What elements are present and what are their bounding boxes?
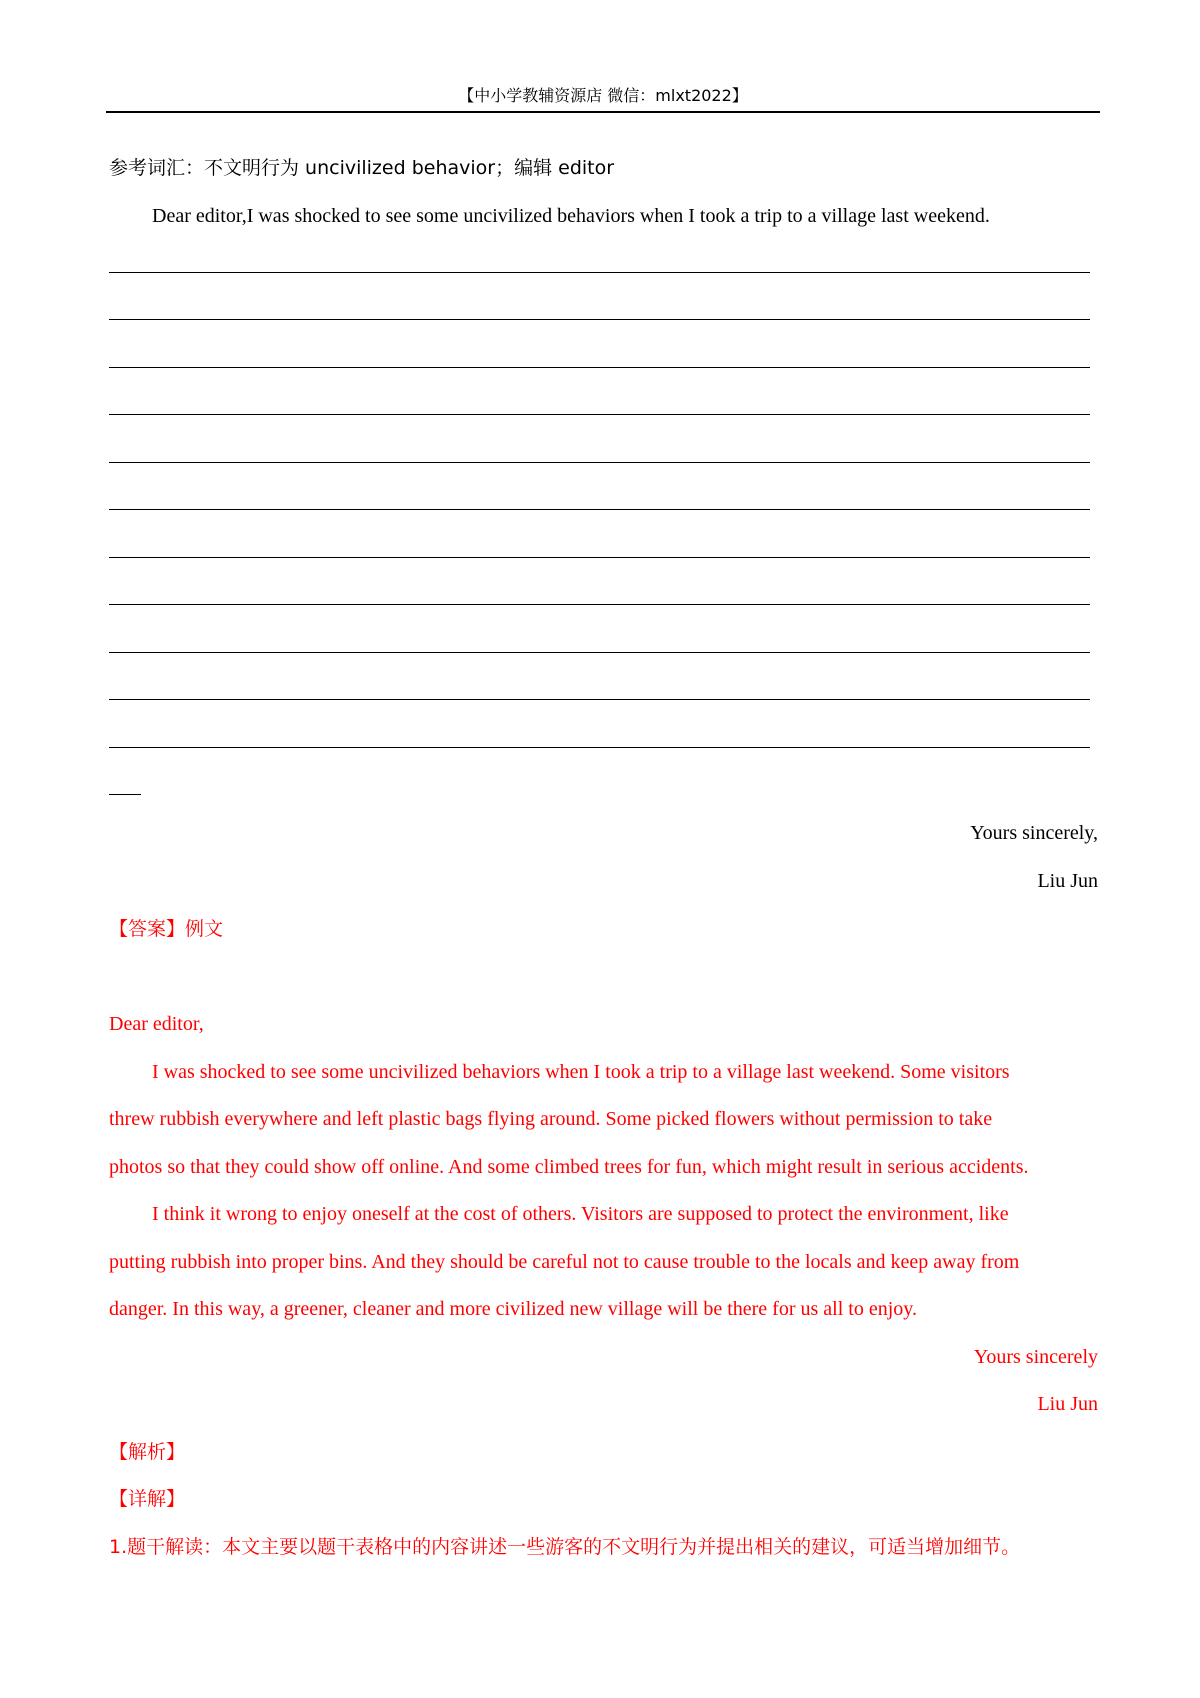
analysis-label: 【解析】 [109, 1441, 186, 1463]
writing-line[interactable] [109, 509, 1090, 510]
letter-signature: Liu Jun [1037, 870, 1098, 892]
writing-line[interactable] [109, 272, 1090, 273]
vocabulary-hint: 参考词汇：不文明行为 uncivilized behavior；编辑 editor [109, 157, 615, 179]
answer-paragraph-1-line: photos so that they could show off online. And some climbed trees for fun, which might result in serious accidents. [109, 1156, 1029, 1178]
writing-line-end[interactable] [109, 794, 141, 795]
letter-opening: Dear editor,I was shocked to see some uncivilized behaviors when I took a trip to a village last weekend. [152, 205, 990, 227]
answer-salutation: Dear editor, [109, 1013, 204, 1035]
header-divider [106, 111, 1100, 113]
detail-label: 【详解】 [109, 1488, 186, 1510]
page-header: 【中小学教辅资源店 微信：mlxt2022】 [458, 86, 748, 105]
writing-line[interactable] [109, 319, 1090, 320]
writing-line[interactable] [109, 462, 1090, 463]
writing-line[interactable] [109, 557, 1090, 558]
answer-paragraph-2-line: I think it wrong to enjoy oneself at the cost of others. Visitors are supposed to protect the environment, like [152, 1203, 1009, 1225]
answer-label: 【答案】例文 [109, 918, 224, 940]
writing-line[interactable] [109, 604, 1090, 605]
answer-paragraph-2-line: putting rubbish into proper bins. And they should be careful not to cause trouble to the locals and keep away from [109, 1251, 1020, 1273]
writing-line[interactable] [109, 414, 1090, 415]
answer-paragraph-1-line: I was shocked to see some uncivilized behaviors when I took a trip to a village last weekend. Some visitors [152, 1061, 1010, 1083]
answer-sign-off: Yours sincerely [973, 1346, 1098, 1368]
writing-line[interactable] [109, 367, 1090, 368]
answer-paragraph-2-line: danger. In this way, a greener, cleaner and more civilized new village will be there for us all to enjoy. [109, 1298, 917, 1320]
analysis-point-1: 1.题干解读：本文主要以题干表格中的内容讲述一些游客的不文明行为并提出相关的建议，可适当增加细节。 [109, 1536, 1021, 1558]
writing-line[interactable] [109, 747, 1090, 748]
letter-sign-off: Yours sincerely, [970, 822, 1098, 844]
answer-signature: Liu Jun [1037, 1393, 1098, 1415]
answer-paragraph-1-line: threw rubbish everywhere and left plastic bags flying around. Some picked flowers without permission to take [109, 1108, 993, 1130]
writing-line[interactable] [109, 652, 1090, 653]
writing-line[interactable] [109, 699, 1090, 700]
